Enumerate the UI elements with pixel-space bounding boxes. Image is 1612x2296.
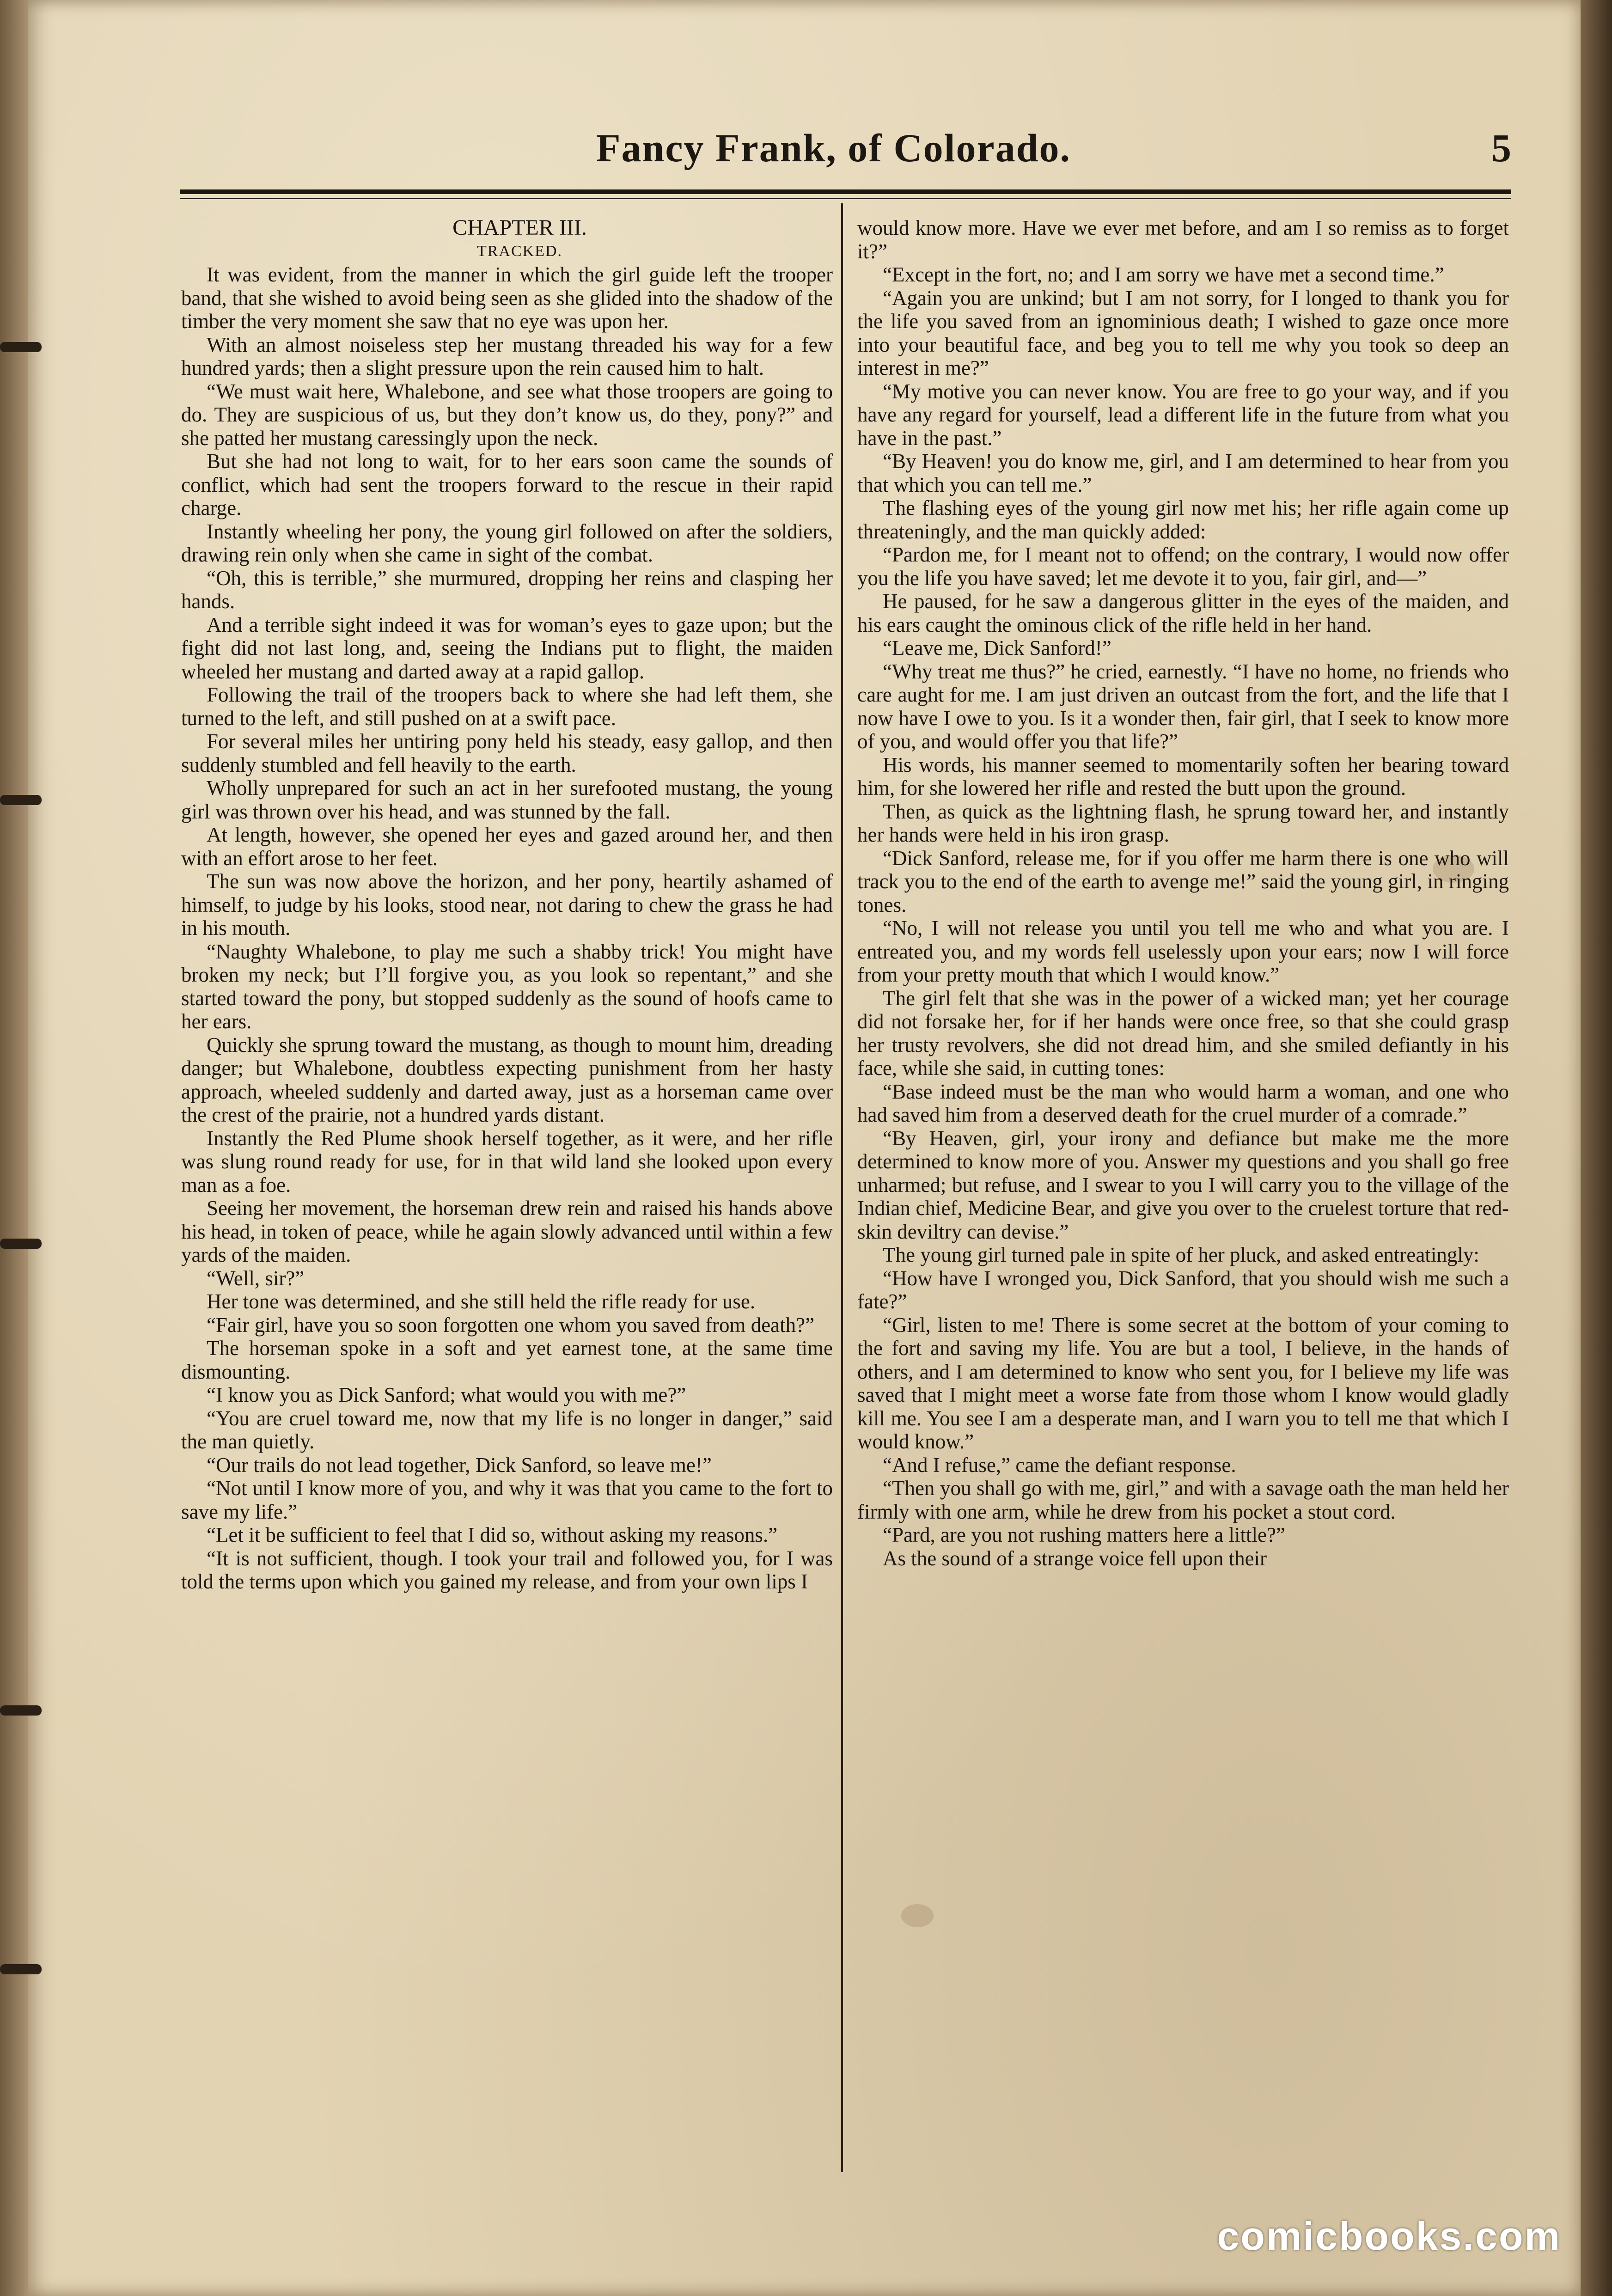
- page-edge-shadow: [1581, 0, 1612, 2296]
- paragraph: “Our trails do not lead together, Dick Sanford, so leave me!”: [207, 1453, 712, 1477]
- paragraph: The sun was now above the horizon, and her pony, heartily ashamed of himself, to judge by his looks, stood near, not daring to chew the grass he had in his mouth.: [181, 870, 833, 940]
- paragraph: Quickly she sprung toward the mustang, as though to mount him, dreading danger; but Whalebone, doubtless expecting punishment from her hasty approach, wheeled suddenly and darted away, just as a horseman came over the crest of the prairie, not a hundred yards distant.: [181, 1033, 833, 1126]
- paragraph: “Girl, listen to me! There is some secret at the bottom of your coming to the fort and saving my life. You are but a tool, I believe, in the hands of others, and I am determined to know who sent you, for I believe my life was saved that I might meet a worse fate from those whom I know would gladly kill me. You see I am a desperate man, and I warn you to tell me that which I would know.”: [857, 1313, 1509, 1453]
- paragraph: “It is not sufficient, though. I took your trail and followed you, for I was told the terms upon which you gained my release, and from your own lips I: [181, 1546, 833, 1593]
- left-column: [181, 216, 833, 2171]
- right-column: [857, 216, 1509, 2171]
- paragraph: “Why treat me thus?” he cried, earnestly. “I have no home, no friends who care aught for me. I am just driven an outcast from the fort, and the life that I now have I owe to you. Is it a wonder then, fair girl, that I seek to know more of you, and would offer you that life?”: [857, 659, 1509, 753]
- paragraph: The girl felt that she was in the power of a wicked man; yet her courage did not forsake her, for if her hands were once free, so that she could grasp her trusty revolvers, she did not dread him, and she smiled defiantly in his face, while she said, in cutting tones:: [857, 986, 1509, 1080]
- paragraph: And a terrible sight indeed it was for woman’s eyes to gaze upon; but the fight did not last long, and, seeing the Indians put to flight, the maiden wheeled her mustang and darted away at a rapid gallop.: [181, 613, 833, 683]
- paragraph: Then, as quick as the lightning flash, he sprung toward her, and instantly her hands were held in his iron grasp.: [857, 800, 1509, 846]
- paragraph: The flashing eyes of the young girl now met his; her rifle again come up threateningly, and the man quickly added:: [857, 496, 1509, 543]
- paragraph: “How have I wronged you, Dick Sanford, that you should wish me such a fate?”: [857, 1266, 1509, 1313]
- paragraph: “Well, sir?”: [207, 1266, 305, 1290]
- paragraph: It was evident, from the manner in which the girl guide left the trooper band, that she wished to avoid being seen as she glided into the shadow of the timber the very moment she saw that no eye was upon her.: [181, 263, 833, 333]
- chapter-subheading: TRACKED.: [476, 242, 563, 260]
- paragraph: “Fair girl, have you so soon forgotten one whom you saved from death?”: [207, 1313, 815, 1337]
- binding-stitch: [0, 1239, 42, 1249]
- paragraph: Her tone was determined, and she still held the rifle ready for use.: [207, 1290, 756, 1313]
- paragraph: For several miles her untiring pony held his steady, easy gallop, and then suddenly stumbled and fell heavily to the earth.: [181, 730, 833, 776]
- chapter-heading: CHAPTER III.: [452, 216, 587, 240]
- paragraph: With an almost noiseless step her mustang threaded his way for a few hundred yards; then a slight pressure upon the rein caused him to halt.: [181, 333, 833, 379]
- paragraph: His words, his manner seemed to momentarily soften her bearing toward him, for she lowered her rifle and rested the butt upon the ground.: [857, 753, 1509, 800]
- paragraph: “By Heaven, girl, your irony and defiance but make me the more determined to know more of you. Answer my questions and you shall go free unharmed; but refuse, and I swear to you I will carry you to the village of the Indian chief, Medicine Bear, and give you over to the cruelest torture that red-skin deviltry can devise.”: [857, 1126, 1509, 1243]
- paragraph: But she had not long to wait, for to her ears soon came the sounds of conflict, which had sent the troopers forward to the rescue in their rapid charge.: [181, 450, 833, 519]
- page-number: 5: [1491, 126, 1511, 170]
- paragraph: The young girl turned pale in spite of her pluck, and asked entreatingly:: [883, 1243, 1479, 1266]
- binding-stitch: [0, 795, 42, 805]
- right-column-text: [857, 216, 1509, 1570]
- paragraph: “Oh, this is terrible,” she murmured, dropping her reins and clasping her hands.: [181, 566, 833, 613]
- paragraph: “Again you are unkind; but I am not sorry, for I longed to thank you for the life you saved from an ignominious death; I wished to gaze once more into your beautiful face, and beg you to tell me why you took so deep an interest in me?”: [857, 286, 1509, 379]
- paragraph: “My motive you can never know. You are free to go your way, and if you have any regard for yourself, lead a different life in the future from what you have in the past.”: [857, 379, 1509, 450]
- paragraph: “And I refuse,” came the defiant response.: [883, 1453, 1236, 1477]
- paragraph: “Then you shall go with me, girl,” and with a savage oath the man held her firmly with one arm, while he drew from his pocket a stout cord.: [857, 1477, 1509, 1523]
- paragraph: “Leave me, Dick Sanford!”: [883, 636, 1111, 659]
- paragraph: “Dick Sanford, release me, for if you offer me harm there is one who will track you to the end of the earth to avenge me!” said the young girl, in ringing tones.: [857, 846, 1509, 916]
- binding-stitch: [0, 1705, 42, 1716]
- paragraph: “By Heaven! you do know me, girl, and I am determined to hear from you that which you can tell me.”: [857, 450, 1509, 496]
- paragraph: “Let it be sufficient to feel that I did so, without asking my reasons.”: [207, 1523, 778, 1546]
- paragraph: “You are cruel toward me, now that my life is no longer in danger,” said the man quietly.: [181, 1406, 833, 1453]
- paragraph: Wholly unprepared for such an act in her surefooted mustang, the young girl was thrown over his head, and was stunned by the fall.: [181, 776, 833, 823]
- paragraph: At length, however, she opened her eyes and gazed around her, and then with an effort arose to her feet.: [181, 823, 833, 870]
- paragraph: “Except in the fort, no; and I am sorry we have met a second time.”: [883, 263, 1444, 286]
- paragraph: Following the trail of the troopers back to where she had left them, she turned to the left, and still pushed on at a swift pace.: [181, 683, 833, 730]
- paragraph: “Base indeed must be the man who would harm a woman, and one who had saved him from a deserved death for the cruel murder of a comrade.”: [857, 1080, 1509, 1126]
- binding-stitch: [0, 1964, 42, 1974]
- paragraph: “I know you as Dick Sanford; what would you with me?”: [207, 1383, 686, 1406]
- binding-stitch: [0, 342, 42, 352]
- watermark: comicbooks.com: [1217, 2214, 1561, 2259]
- left-column-text: [181, 263, 833, 1594]
- running-title: Fancy Frank, of Colorado.: [596, 126, 1071, 170]
- paragraph: Instantly the Red Plume shook herself together, as it were, and her rifle was slung round ready for use, for in that wild land she looked upon every man as a foe.: [181, 1126, 833, 1197]
- paragraph: Seeing her movement, the horseman drew rein and raised his hands above his head, in token of peace, while he again slowly advanced until within a few yards of the maiden.: [181, 1197, 833, 1266]
- header-rule-thin: [180, 198, 1511, 199]
- paragraph: “We must wait here, Whalebone, and see what those troopers are going to do. They are suspicious of us, but they don’t know us, do they, pony?” and she patted her mustang caressingly upon the neck.: [181, 379, 833, 450]
- paragraph: As the sound of a strange voice fell upon their: [883, 1546, 1267, 1570]
- paragraph: He paused, for he saw a dangerous glitter in the eyes of the maiden, and his ears caught the ominous click of the rifle held in her hand.: [857, 590, 1509, 636]
- paragraph: Instantly wheeling her pony, the young girl followed on after the soldiers, drawing rein only when she came in sight of the combat.: [181, 519, 833, 566]
- running-header: [180, 125, 1511, 180]
- paragraph: “Naughty Whalebone, to play me such a shabby trick! You might have broken my neck; but I’ll forgive you, as you look so repentant,” and she started toward the pony, but stopped suddenly as the sound of hoofs came to her ears.: [181, 940, 833, 1033]
- column-divider: [841, 203, 843, 2172]
- paragraph: would know more. Have we ever met before, and am I so remiss as to forget it?”: [857, 216, 1509, 263]
- paragraph: “No, I will not release you until you tell me who and what you are. I entreated you, and my words fell uselessly upon your ears; now I will force from your pretty mouth that which I would know.”: [857, 916, 1509, 986]
- paragraph: “Pardon me, for I meant not to offend; on the contrary, I would now offer you the life you have saved; let me devote it to you, fair girl, and—”: [857, 543, 1509, 590]
- header-rule: [180, 189, 1511, 194]
- paragraph: “Not until I know more of you, and why it was that you came to the fort to save my life.”: [181, 1477, 833, 1523]
- paragraph: The horseman spoke in a soft and yet earnest tone, at the same time dismounting.: [181, 1337, 833, 1383]
- paragraph: “Pard, are you not rushing matters here a little?”: [883, 1523, 1285, 1546]
